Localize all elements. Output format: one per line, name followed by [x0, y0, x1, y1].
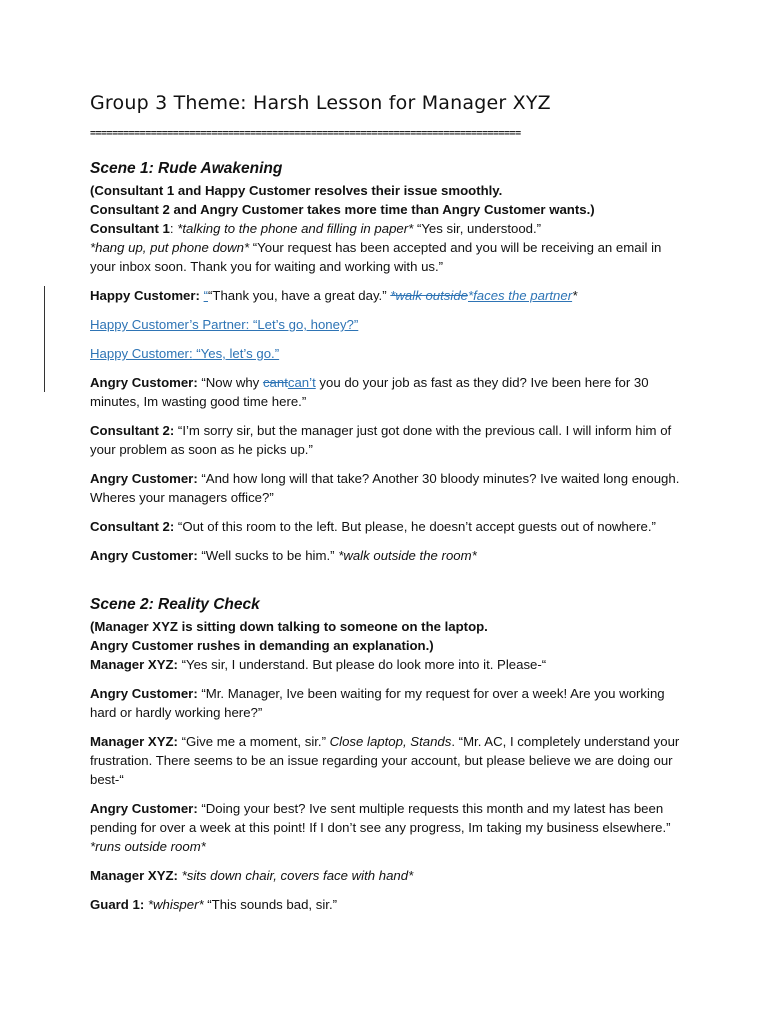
- stage-direction: (Consultant 1 and Happy Customer resolves their issue smoothly.: [90, 183, 503, 198]
- scene-gap: [90, 575, 682, 593]
- dialogue-text: “Out of this room to the left. But please, he doesn’t accept guests out of nowhere.”: [174, 519, 656, 534]
- dialogue-text: “Yes, let’s go.”: [192, 346, 280, 361]
- action-text: *walk outside the room*: [338, 548, 477, 563]
- dialogue-text: “Doing your best? Ive sent multiple requests this month and my latest has been pending for over a week at this point! If I don’t see any progress, Im taking my business elsewhere.”: [90, 801, 671, 835]
- dialogue-line: [90, 373, 682, 411]
- dialogue-line: [90, 866, 682, 885]
- action-text: Close laptop, Stands: [329, 734, 452, 749]
- punctuation: :: [169, 221, 178, 236]
- dialogue-text: you do your job as fast as they did? Ive been here for 30 minutes, Im wasting good time here.”: [90, 375, 649, 409]
- tracked-deletion: *walk outside: [390, 288, 468, 303]
- stage-direction: Consultant 2 and Angry Customer takes more time than Angry Customer wants.): [90, 202, 595, 217]
- speaker-label: Angry Customer:: [90, 801, 198, 816]
- speaker-label: Angry Customer:: [90, 548, 198, 563]
- dialogue-text: “Your request has been accepted and you will be receiving an email in your inbox soon. Thank you for waiting and working with us.”: [90, 240, 662, 274]
- tracked-insertion: can’t: [287, 375, 316, 390]
- script-body: [90, 157, 682, 924]
- dialogue-line: [90, 286, 682, 305]
- tracked-deletion: cant: [262, 375, 288, 390]
- dialogue-line-inserted: Happy Customer’s Partner: “Let’s go, honey?”: [90, 317, 359, 332]
- revision-change-bar: [44, 286, 45, 392]
- dialogue-line: [90, 219, 682, 238]
- dialogue-text: “Yes sir, understood.”: [413, 221, 542, 236]
- speaker-label: Angry Customer:: [90, 686, 198, 701]
- dialogue-line: [90, 238, 682, 276]
- speaker-label: Consultant 2:: [90, 423, 175, 438]
- dialogue-line: [90, 546, 682, 565]
- dialogue-line: [90, 732, 682, 789]
- speaker-label: Manager XYZ:: [90, 657, 178, 672]
- speaker-label: Manager XYZ:: [90, 868, 178, 883]
- action-text: *sits down chair, covers face with hand*: [177, 868, 414, 883]
- separator-rule: ==============================================================================: [90, 128, 521, 139]
- scene-1-heading: Scene 1: Rude Awakening: [90, 160, 283, 177]
- dialogue-text: “Yes sir, I understand. But please do look more into it. Please-“: [177, 657, 547, 672]
- speaker-label: Consultant 1: [90, 221, 170, 236]
- scene-2-heading: Scene 2: Reality Check: [90, 596, 260, 613]
- speaker-label: Happy Customer:: [90, 346, 193, 361]
- action-text: *whisper*: [144, 897, 204, 912]
- stage-direction: (Manager XYZ is sitting down talking to someone on the laptop.: [90, 619, 488, 634]
- stage-direction: Angry Customer rushes in demanding an explanation.): [90, 638, 434, 653]
- dialogue-text: “Now why: [197, 375, 263, 390]
- dialogue-text: “And how long will that take? Another 30 bloody minutes? Ive waited long enough. Wheres your managers office?”: [90, 471, 680, 505]
- dialogue-text: “Mr. Manager, Ive been waiting for my request for over a week! Are you working hard or hardly working here?”: [90, 686, 665, 720]
- dialogue-text: “This sounds bad, sir.”: [203, 897, 338, 912]
- dialogue-line: [90, 799, 682, 856]
- speaker-label: Angry Customer:: [90, 471, 198, 486]
- speaker-label: Happy Customer:: [90, 288, 200, 303]
- action-text: *talking to the phone and filling in paper*: [177, 221, 414, 236]
- dialogue-text: “Give me a moment, sir.”: [177, 734, 330, 749]
- dialogue-text: “Well sucks to be him.”: [197, 548, 339, 563]
- document-title: Group 3 Theme: Harsh Lesson for Manager XYZ: [90, 92, 551, 114]
- speaker-label: Guard 1:: [90, 897, 145, 912]
- dialogue-text: “Thank you, have a great day.”: [208, 288, 391, 303]
- dialogue-line: [90, 655, 682, 674]
- dialogue-line: [90, 895, 682, 914]
- dialogue-text: “I’m sorry sir, but the manager just got done with the previous call. I will inform him of your problem as soon as he picks up.”: [90, 423, 672, 457]
- action-text: *: [572, 288, 578, 303]
- action-text: *runs outside room*: [90, 839, 206, 854]
- dialogue-text: . “Mr. AC, I completely understand your frustration. There seems to be an issue regarding your account, but please believe we are doing our best-“: [90, 734, 680, 787]
- dialogue-line-inserted: [90, 344, 682, 363]
- speaker-label: Angry Customer:: [90, 375, 198, 390]
- tracked-insertion: “: [203, 288, 208, 303]
- dialogue-line: [90, 421, 682, 459]
- speaker-label: Consultant 2:: [90, 519, 175, 534]
- tracked-insertion: *faces the partner: [467, 288, 573, 303]
- dialogue-line: [90, 517, 682, 536]
- action-text: *hang up, put phone down*: [90, 240, 250, 255]
- dialogue-line: [90, 469, 682, 507]
- dialogue-line: [90, 684, 682, 722]
- speaker-label: Manager XYZ:: [90, 734, 178, 749]
